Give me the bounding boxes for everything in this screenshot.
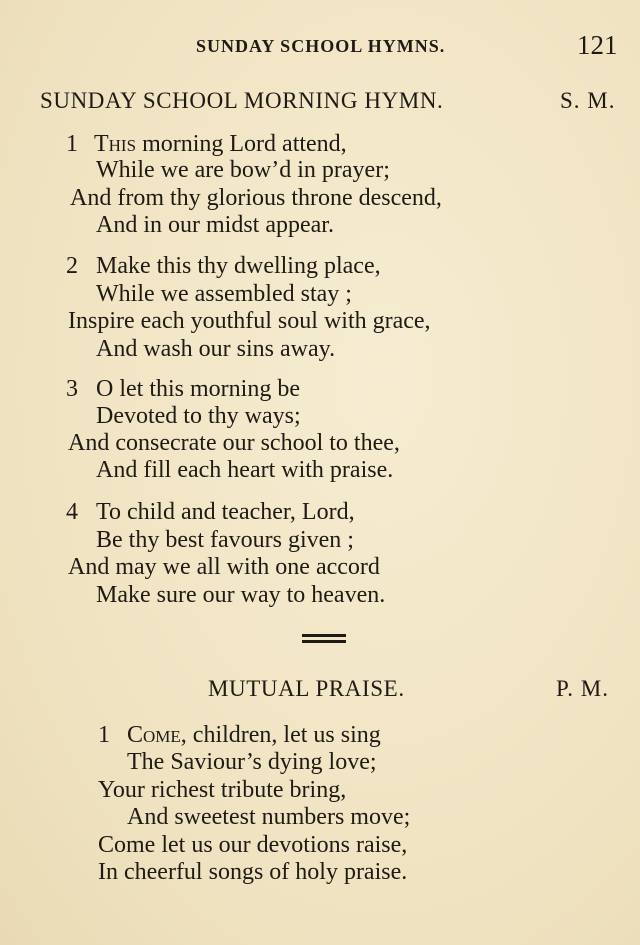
stanza-number: 3 (66, 376, 78, 402)
verse-first-word: Come, (127, 722, 187, 748)
verse-line: And in our midst appear. (96, 212, 334, 238)
verse-first-rest: morning Lord attend, (136, 131, 347, 157)
stanza-number: 2 (66, 253, 78, 279)
running-head: SUNDAY SCHOOL HYMNS. (196, 36, 446, 56)
verse-line: Come let us our devotions raise, (98, 832, 408, 858)
verse-line: And may we all with one accord (68, 554, 380, 580)
hymn-title-morning: SUNDAY SCHOOL MORNING HYMN. (40, 88, 444, 113)
verse-line: In cheerful songs of holy praise. (98, 859, 408, 885)
verse-line: O let this morning be (96, 376, 300, 402)
verse-line: While we are bow’d in prayer; (96, 157, 390, 183)
stanza-number: 4 (66, 499, 78, 525)
stanza-number: 1 (66, 131, 78, 157)
verse-line: And consecrate our school to thee, (68, 430, 400, 456)
verse-line (94, 132, 347, 156)
verse-line: And sweetest numbers move; (127, 804, 411, 830)
stanza-number: 1 (98, 722, 110, 748)
verse-line: Make this thy dwelling place, (96, 253, 381, 279)
verse-line: Make sure our way to heaven. (96, 582, 386, 608)
verse-first-word: This (94, 131, 137, 157)
verse-line: Your richest tribute bring, (98, 777, 347, 803)
verse-line (127, 723, 381, 747)
hymn-meter-mutual-praise: P. M. (556, 676, 609, 701)
verse-line: And wash our sins away. (96, 336, 336, 362)
verse-line: The Saviour’s dying love; (127, 749, 377, 775)
verse-first-rest: children, let us sing (186, 722, 381, 748)
hymn-title-mutual-praise: MUTUAL PRAISE. (208, 676, 405, 701)
section-divider-bottom (302, 640, 346, 643)
section-divider-top (302, 634, 346, 637)
verse-line: To child and teacher, Lord, (96, 499, 355, 525)
verse-line: While we assembled stay ; (96, 281, 352, 307)
verse-line: Devoted to thy ways; (96, 403, 301, 429)
page-number: 121 (577, 30, 618, 60)
hymn-meter-morning: S. M. (560, 88, 616, 113)
verse-line: And from thy glorious throne descend, (70, 185, 442, 211)
verse-line: Be thy best favours given ; (96, 527, 354, 553)
verse-line: And fill each heart with praise. (96, 457, 394, 483)
verse-line: Inspire each youthful soul with grace, (68, 308, 431, 334)
